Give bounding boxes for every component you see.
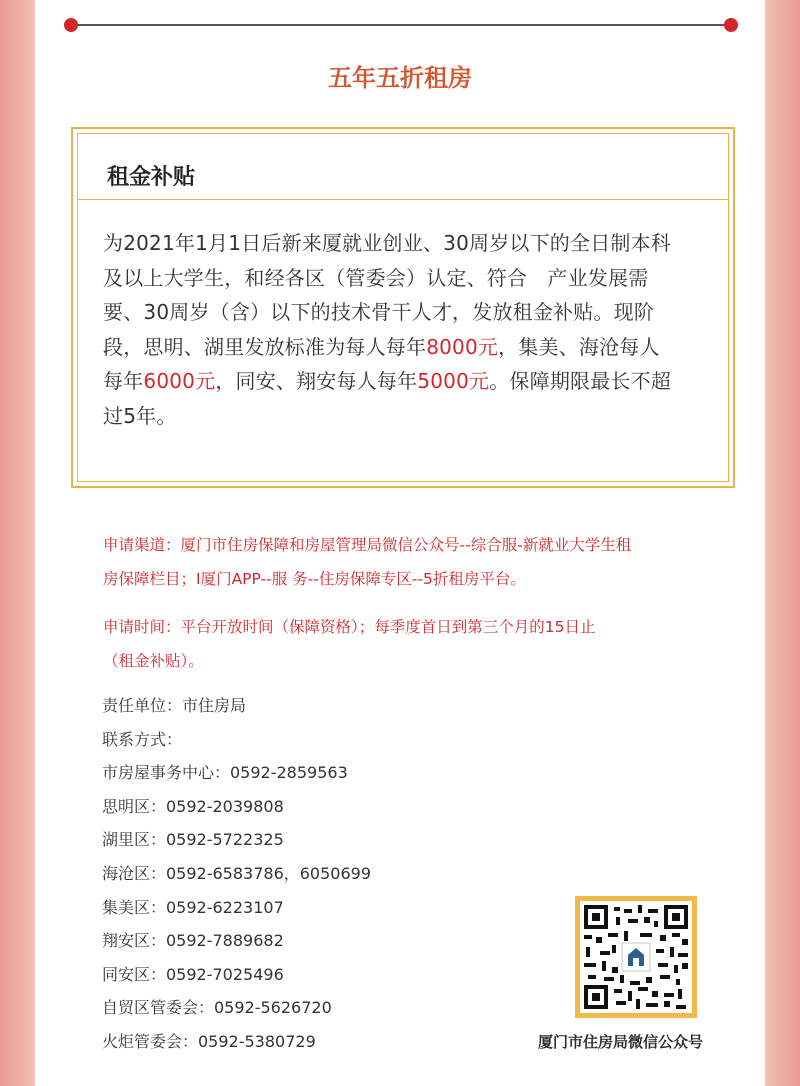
body-line [103,261,705,296]
contact-row: 自贸区管委会：0592-5626720 [102,998,332,1018]
body-line [103,330,705,365]
contact-row: 市房屋事务中心：0592-2859563 [102,763,348,783]
body-text: 过5年。 [103,403,177,428]
body-text: 每年 [103,369,144,393]
contact-row: 责任单位：市住房局 [102,696,247,715]
contact-row: 翔安区：0592-7889682 [102,931,284,951]
body-line [103,364,705,399]
body-text: ，集美、海沧每人 [498,334,660,359]
qr-caption: 厦门市住房局微信公众号 [538,1033,704,1051]
contact-row: 集美区：0592-6223107 [102,897,284,917]
body-line [103,295,705,330]
box-title: 租金补贴 [107,165,196,190]
highlight-amount: 8000元 [426,334,499,359]
box-header [77,133,729,200]
qr-code [575,896,697,1018]
box-body-text [103,226,705,433]
contact-row: 同安区：0592-7025496 [102,964,284,984]
apply-channel-line: 申请渠道：厦门市住房保障和房屋管理局微信公众号--综合服-新就业大学生租 [103,536,632,554]
body-text: 及以上大学生，和经各区（管委会）认定、符合 产业发展需 [103,265,649,290]
divider-dot-right [724,18,738,32]
apply-channel [103,528,753,596]
body-text: 为2021年1月1日后新来厦就业创业、30周岁以下的全日制本科 [103,231,671,255]
body-text: 段，思明、湖里发放标准为每人每年 [103,334,427,359]
apply-channel-line: 房保障栏目；I厦门APP--服 务--住房保障专区--5折租房平台。 [103,570,526,588]
top-divider [70,24,732,26]
contact-row: 湖里区：0592-5722325 [102,830,284,850]
apply-time [103,610,753,678]
contact-row: 海沧区：0592-6583786，6050699 [102,863,372,883]
divider-dot-left [64,18,78,32]
body-line [103,399,705,434]
body-text: ，同安、翔安每人每年 [215,369,418,393]
contact-row: 火炬管委会：0592-5380729 [102,1031,316,1051]
contact-row: 思明区：0592-2039808 [102,796,284,816]
body-line [103,226,705,261]
contact-row: 联系方式： [102,729,183,749]
apply-time-line: （租金补贴）。 [103,652,204,670]
apply-time-line: 申请时间：平台开放时间（保障资格）；每季度首日到第三个月的15日止 [103,618,596,636]
highlight-amount: 5000元 [417,369,490,393]
page-title: 五年五折租房 [328,63,472,92]
contact-list [102,692,562,1062]
qr-code-icon [580,901,692,1013]
body-text: 。保障期限最长不超 [489,369,672,393]
highlight-amount: 6000元 [143,369,216,393]
body-text: 要、30周岁（含）以下的技术骨干人才，发放租金补贴。现阶 [103,300,655,324]
rent-subsidy-box [71,127,735,488]
